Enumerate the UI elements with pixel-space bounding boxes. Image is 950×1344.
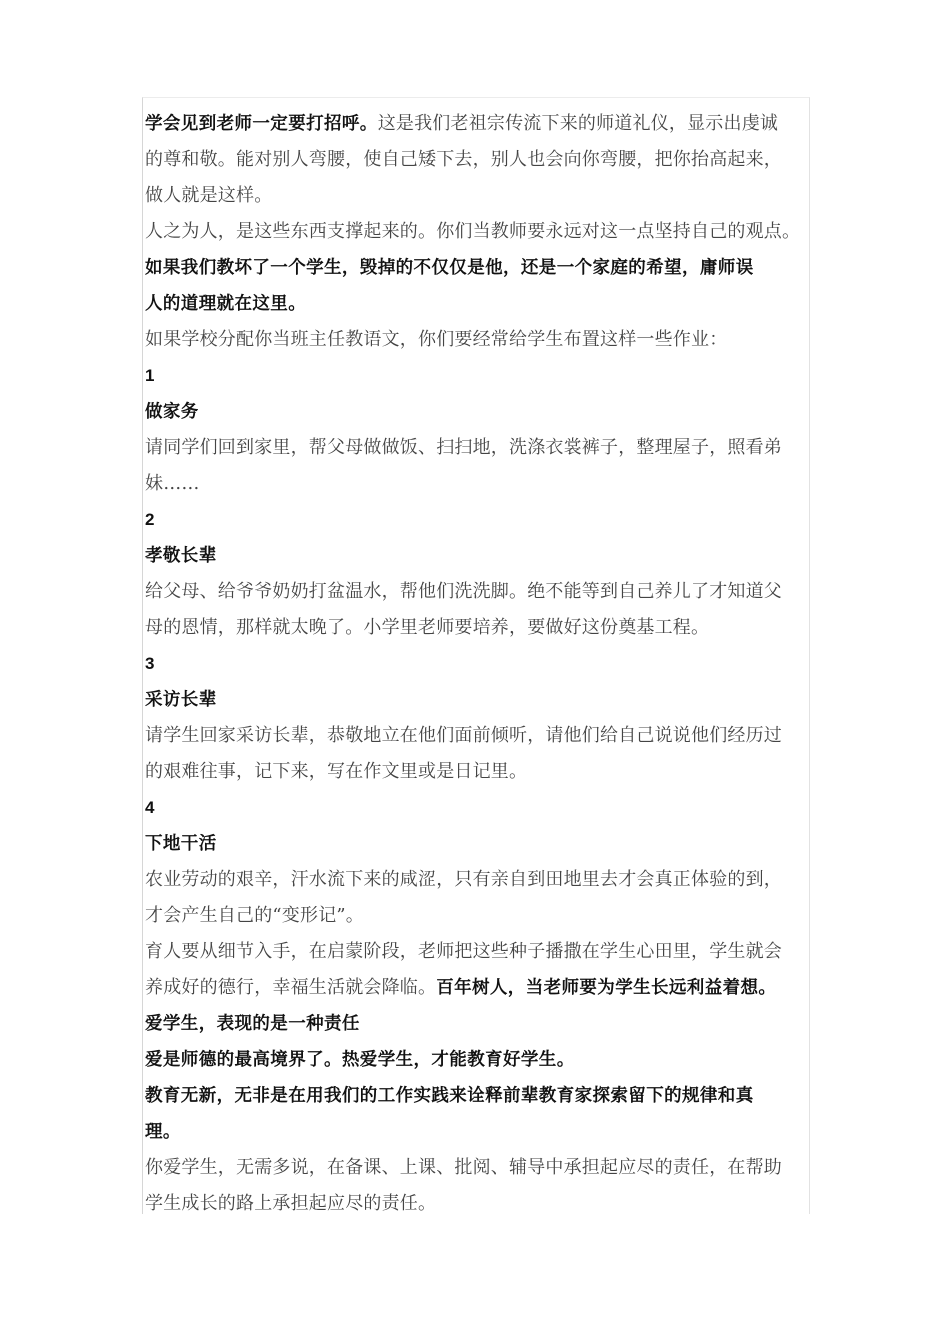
item-heading: 下地干活 [145,834,217,854]
text-line: 给父母、给爷爷奶奶打盆温水，帮他们洗洗脚。绝不能等到自己养儿了才知道父 [145,581,782,602]
text-line [145,106,817,142]
bold-line: 教育无新，无非是在用我们的工作实践来诠释前辈教育家探索留下的规律和真 [145,1086,754,1106]
item-number: 2 [145,510,155,529]
item-number: 3 [145,654,155,673]
item-number: 1 [145,366,155,385]
text-line: 的尊和敬。能对别人弯腰，使自己矮下去，别人也会向你弯腰，把你抬高起来， [145,149,782,170]
text-line: 母的恩情，那样就太晚了。小学里老师要培养，要做好这份奠基工程。 [145,617,710,638]
item-heading: 做家务 [145,402,199,422]
text-line: 农业劳动的艰辛，汗水流下来的咸涩，只有亲自到田地里去才会真正体验的到， [145,869,782,890]
regular-text: 养成好的德行，幸福生活就会降临。 [145,977,437,998]
bold-text: 学会见到老师一定要打招呼。 [145,114,378,134]
section-heading: 爱学生，表现的是一种责任 [145,1014,360,1034]
bold-text: 百年树人，当老师要为学生长远利益着想。 [436,978,777,998]
item-number: 4 [145,798,155,817]
article-body [145,106,817,1222]
text-line: 你爱学生，无需多说，在备课、上课、批阅、辅导中承担起应尽的责任，在帮助 [145,1157,782,1178]
bold-line: 人的道理就在这里。 [145,294,307,314]
bold-line: 爱是师德的最高境界了。热爱学生，才能教育好学生。 [145,1050,575,1070]
text-line: 育人要从细节入手，在启蒙阶段，老师把这些种子播撒在学生心田里，学生就会 [145,941,782,962]
text-line: 妹…… [145,473,200,494]
regular-text: 这是我们老祖宗传流下来的师道礼仪，显示出虔诚 [377,113,779,134]
text-line: 请同学们回到家里，帮父母做做饭、扫扫地，洗涤衣裳裤子，整理屋子，照看弟 [145,437,782,458]
bold-line: 如果我们教坏了一个学生，毁掉的不仅仅是他，还是一个家庭的希望，庸师误 [145,258,754,278]
text-line: 学生成长的路上承担起应尽的责任。 [145,1193,437,1214]
text-line: 请学生回家采访长辈，恭敬地立在他们面前倾听，请他们给自己说说他们经历过 [145,725,782,746]
item-heading: 孝敬长辈 [145,546,217,566]
text-line: 人之为人，是这些东西支撑起来的。你们当教师要永远对这一点坚持自己的观点。 [145,221,801,242]
text-line: 如果学校分配你当班主任教语文，你们要经常给学生布置这样一些作业： [145,329,728,350]
text-line [145,970,817,1006]
text-line: 的艰难往事，记下来，写在作文里或是日记里。 [145,761,528,782]
bold-line: 理。 [145,1122,181,1142]
text-line: 才会产生自己的“变形记”。 [145,905,365,926]
text-line: 做人就是这样。 [145,185,273,206]
item-heading: 采访长辈 [145,690,217,710]
